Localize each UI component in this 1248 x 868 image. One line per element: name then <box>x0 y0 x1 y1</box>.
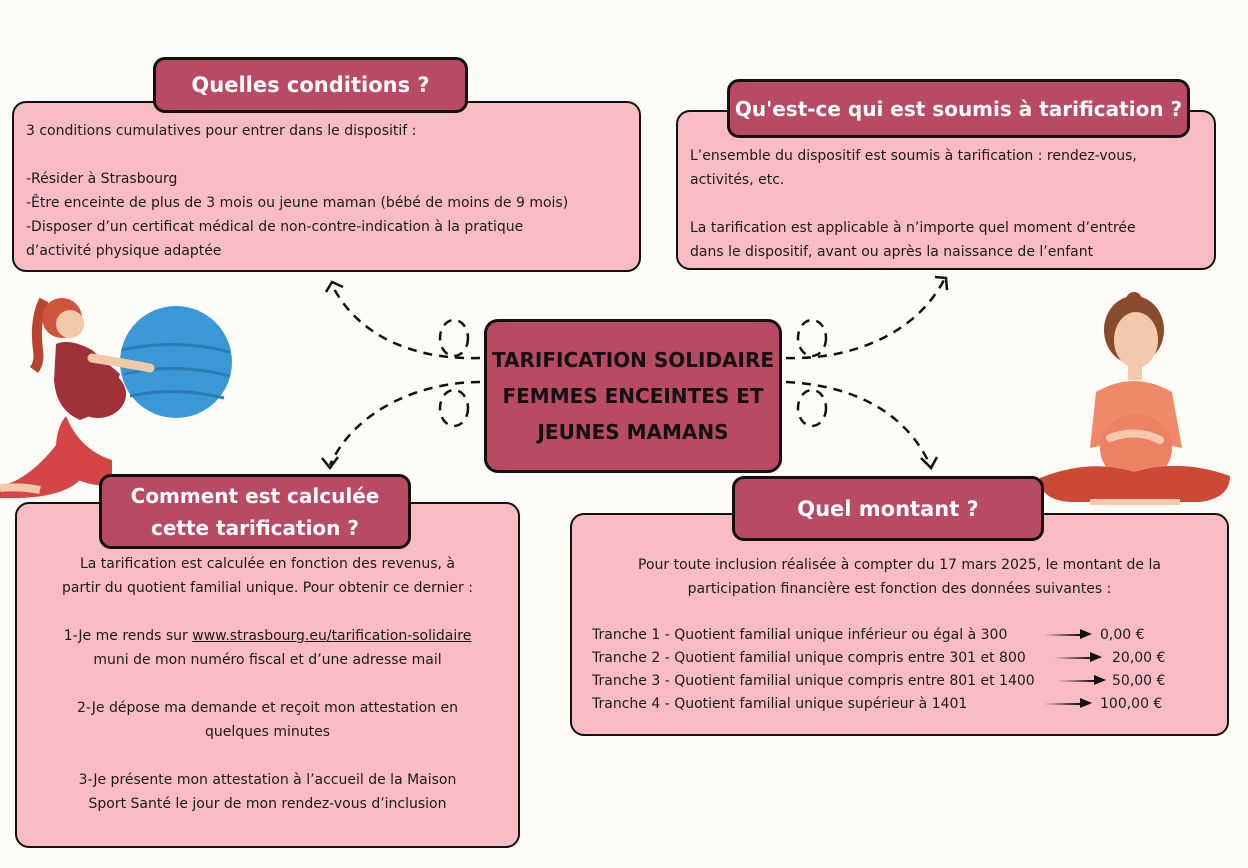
tranche-row <box>592 623 1192 645</box>
tranche-label: Tranche 4 - Quotient familial unique supérieur à 1401 <box>592 696 968 712</box>
conditions-title-text: Quelles conditions ? <box>191 73 430 97</box>
scope-title-text: Qu'est-ce qui est soumis à tarification ? <box>734 96 1183 121</box>
calculation-title-line: Comment est calculée <box>130 483 380 508</box>
scope-line: activités, etc. <box>690 172 785 188</box>
conditions-line: 3 conditions cumulatives pour entrer dans le dispositif : <box>26 123 417 139</box>
amount-panel <box>570 513 1229 736</box>
main-title-line: TARIFICATION SOLIDAIRE <box>491 348 775 372</box>
tranche-row <box>592 669 1192 691</box>
tranche-row <box>592 646 1192 668</box>
arrow-to-amount <box>786 382 930 465</box>
arrow-icon <box>1044 696 1094 710</box>
calculation-title <box>99 474 411 549</box>
main-title-line: JEUNES MAMANS <box>537 420 729 444</box>
arrow-icon <box>1054 650 1104 664</box>
arrow-icon <box>1058 673 1108 687</box>
scope-line: La tarification est applicable à n’importe quel moment d’entrée <box>690 220 1136 236</box>
conditions-line: d’activité physique adaptée <box>26 243 222 259</box>
tranche-amount: 20,00 € <box>1112 650 1166 666</box>
main-title-line: FEMMES ENCEINTES ET <box>502 384 764 408</box>
conditions-line <box>26 143 627 167</box>
amount-intro-line: Pour toute inclusion réalisée à compter du 17 mars 2025, le montant de la <box>638 557 1161 573</box>
tranche-amount: 100,00 € <box>1100 696 1163 712</box>
calculation-intro-line: La tarification est calculée en fonction des revenus, à <box>79 556 456 572</box>
step-3-line: Sport Santé le jour de mon rendez-vous d’inclusion <box>88 796 447 812</box>
calculation-panel <box>15 502 520 848</box>
scope-line <box>690 192 1202 216</box>
conditions-panel <box>12 101 641 272</box>
conditions-line: -Résider à Strasbourg <box>26 171 178 187</box>
scope-title <box>727 79 1190 138</box>
arrow-to-conditions <box>332 285 480 358</box>
arrow-to-scope <box>786 280 944 358</box>
step-3-line: 3-Je présente mon attestation à l’accueil de la Maison <box>78 772 457 788</box>
tranche-label: Tranche 3 - Quotient familial unique compris entre 801 et 1400 <box>592 673 1035 689</box>
tranche-label: Tranche 1 - Quotient familial unique inférieur ou égal à 300 <box>592 627 1008 643</box>
calculation-intro-line: partir du quotient familial unique. Pour obtenir ce dernier : <box>62 580 473 596</box>
arrow-icon <box>1044 627 1094 641</box>
step-2-line: 2-Je dépose ma demande et reçoit mon attestation en <box>77 700 458 716</box>
conditions-title <box>153 57 468 113</box>
step-1 <box>17 624 518 648</box>
tranche-label: Tranche 2 - Quotient familial unique compris entre 301 et 800 <box>592 650 1026 666</box>
conditions-line: -Être enceinte de plus de 3 mois ou jeune maman (bébé de moins de 9 mois) <box>26 195 569 211</box>
step-1-rest: muni de mon numéro fiscal et d’une adresse mail <box>93 652 442 668</box>
tarification-link[interactable]: www.strasbourg.eu/tarification-solidaire <box>192 628 472 644</box>
amount-title <box>732 476 1044 541</box>
scope-line: L’ensemble du dispositif est soumis à tarification : rendez-vous, <box>690 148 1137 164</box>
arrow-to-calculation <box>330 382 480 465</box>
amount-intro-line: participation financière est fonction des données suivantes : <box>687 581 1112 597</box>
tranche-amount: 50,00 € <box>1112 673 1166 689</box>
pregnant-woman-illustration <box>1030 288 1240 518</box>
tranche-amount: 0,00 € <box>1100 627 1145 643</box>
tranche-row <box>592 692 1192 714</box>
calculation-title-line: cette tarification ? <box>151 515 359 540</box>
step-2-line: quelques minutes <box>204 724 331 740</box>
main-title <box>484 319 782 473</box>
step-1-prefix: 1-Je me rends sur <box>63 628 193 644</box>
amount-title-text: Quel montant ? <box>797 496 979 521</box>
conditions-line: -Disposer d’un certificat médical de non-contre-indication à la pratique <box>26 219 524 235</box>
scope-line: dans le dispositif, avant ou après la naissance de l’enfant <box>690 244 1094 260</box>
